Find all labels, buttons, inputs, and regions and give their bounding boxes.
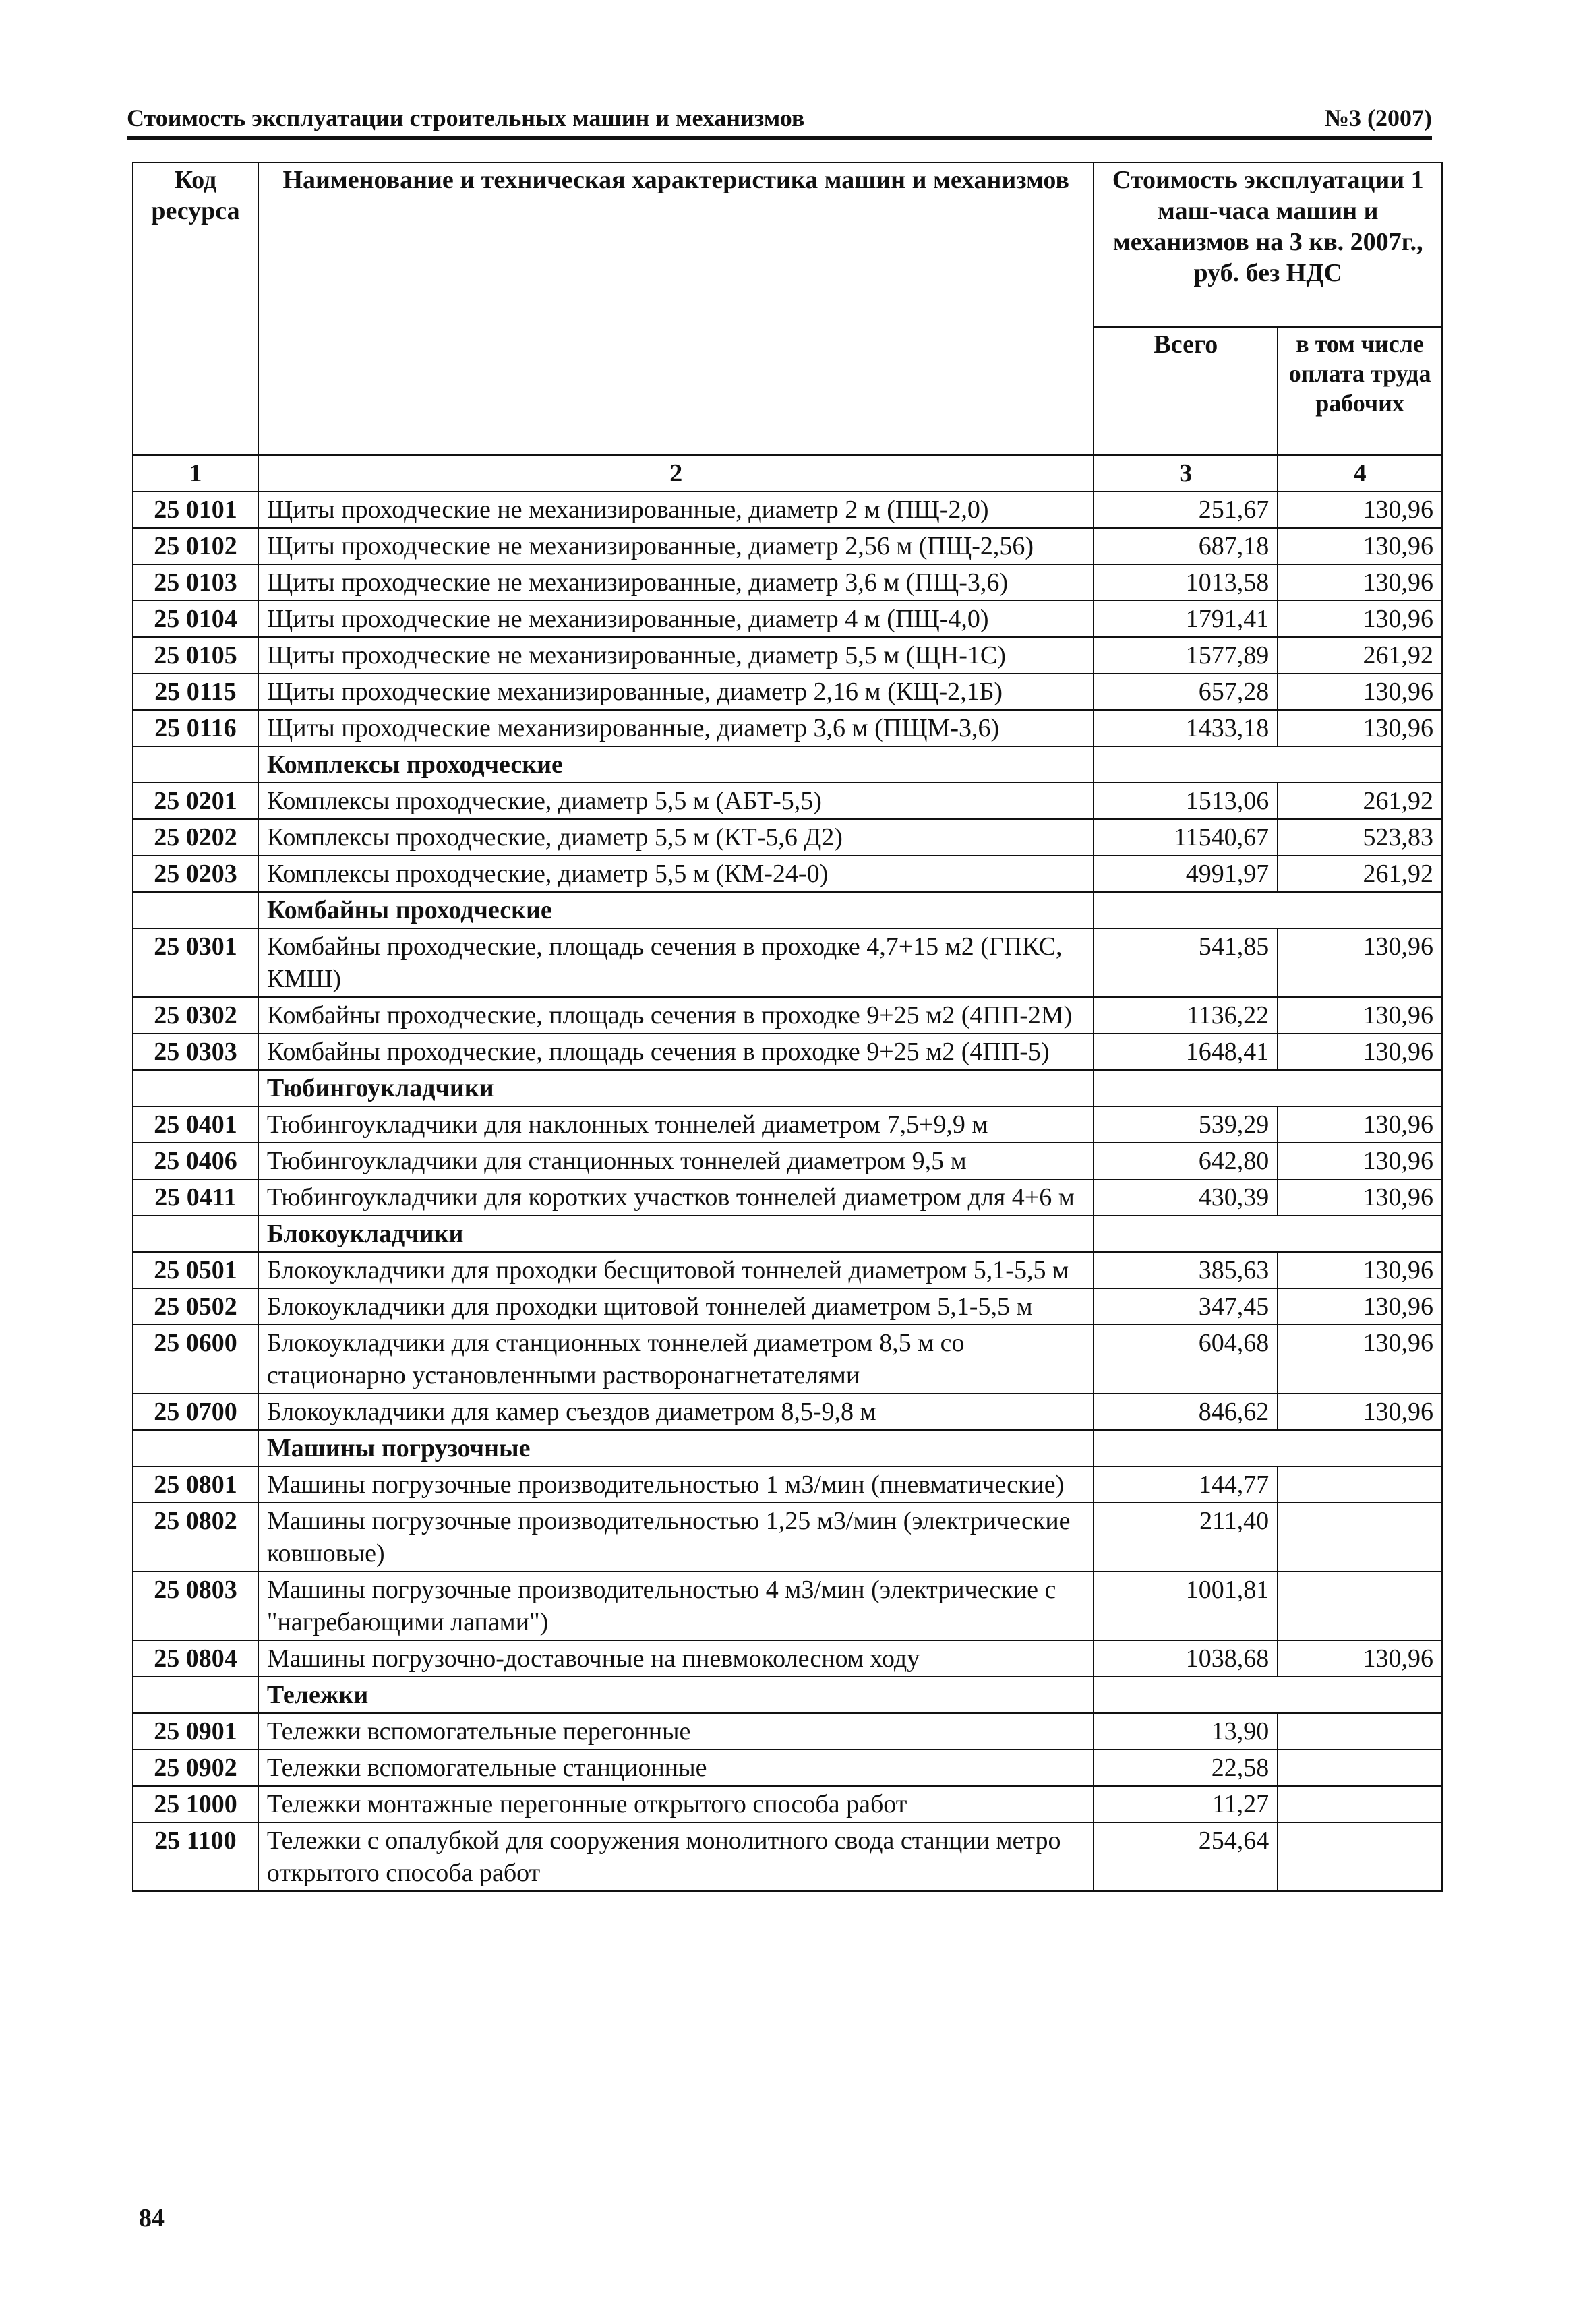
page-header bbox=[127, 94, 1432, 140]
resource-code: 25 0700 bbox=[133, 1394, 258, 1430]
cost-labor: 130,96 bbox=[1278, 674, 1442, 710]
cost-labor: 130,96 bbox=[1278, 1640, 1442, 1677]
resource-code: 25 0102 bbox=[133, 528, 258, 564]
section-title: Комплексы проходческие bbox=[258, 746, 1094, 783]
cost-labor: 261,92 bbox=[1278, 856, 1442, 892]
header-total: Всего bbox=[1094, 327, 1278, 455]
cost-labor: 130,96 bbox=[1278, 528, 1442, 564]
table-row bbox=[133, 1640, 1442, 1677]
cost-total: 144,77 bbox=[1094, 1466, 1278, 1503]
resource-code: 25 0902 bbox=[133, 1750, 258, 1786]
cost-total: 642,80 bbox=[1094, 1143, 1278, 1179]
section-code-cell bbox=[133, 1677, 258, 1713]
table-row bbox=[133, 1786, 1442, 1822]
issue-number: №3 (2007) bbox=[1324, 105, 1432, 131]
section-title: Машины погрузочные bbox=[258, 1430, 1094, 1466]
col-number: 4 bbox=[1278, 455, 1442, 491]
header-cost: Стоимость эксплуатации 1 маш-часа машин и механизмов на 3 кв. 2007г., руб. без НДС bbox=[1094, 162, 1442, 327]
table-row bbox=[133, 1106, 1442, 1143]
cost-total: 541,85 bbox=[1094, 928, 1278, 997]
cost-total: 251,67 bbox=[1094, 491, 1278, 528]
cost-total: 254,64 bbox=[1094, 1822, 1278, 1891]
section-row bbox=[133, 1216, 1442, 1252]
table-row bbox=[133, 637, 1442, 674]
table-row bbox=[133, 1822, 1442, 1891]
resource-code: 25 0201 bbox=[133, 783, 258, 819]
cost-total: 539,29 bbox=[1094, 1106, 1278, 1143]
cost-labor bbox=[1278, 1822, 1442, 1891]
cost-labor: 261,92 bbox=[1278, 783, 1442, 819]
resource-code: 25 0406 bbox=[133, 1143, 258, 1179]
resource-name: Комбайны проходческие, площадь сечения в проходке 9+25 м2 (4ПП-2М) bbox=[258, 997, 1094, 1034]
resource-code: 25 0801 bbox=[133, 1466, 258, 1503]
cost-total: 13,90 bbox=[1094, 1713, 1278, 1750]
section-empty-cell bbox=[1094, 1677, 1442, 1713]
cost-total: 1648,41 bbox=[1094, 1034, 1278, 1070]
resource-name: Машины погрузочно-доставочные на пневмоколесном ходу bbox=[258, 1640, 1094, 1677]
cost-total: 1513,06 bbox=[1094, 783, 1278, 819]
resource-code: 25 0104 bbox=[133, 601, 258, 637]
col-number: 3 bbox=[1094, 455, 1278, 491]
table-row bbox=[133, 856, 1442, 892]
resource-code: 25 0203 bbox=[133, 856, 258, 892]
cost-labor: 130,96 bbox=[1278, 1143, 1442, 1179]
section-empty-cell bbox=[1094, 1216, 1442, 1252]
section-empty-cell bbox=[1094, 1070, 1442, 1106]
cost-total: 1013,58 bbox=[1094, 564, 1278, 601]
resource-code: 25 0901 bbox=[133, 1713, 258, 1750]
resource-name: Комплексы проходческие, диаметр 5,5 м (КТ-5,6 Д2) bbox=[258, 819, 1094, 856]
cost-labor bbox=[1278, 1786, 1442, 1822]
resource-name: Тюбингоукладчики для коротких участков тоннелей диаметром для 4+6 м bbox=[258, 1179, 1094, 1216]
section-row bbox=[133, 1430, 1442, 1466]
resource-code: 25 0501 bbox=[133, 1252, 258, 1288]
resource-code: 25 0105 bbox=[133, 637, 258, 674]
cost-labor: 130,96 bbox=[1278, 1288, 1442, 1325]
section-row bbox=[133, 1677, 1442, 1713]
resource-code: 25 0301 bbox=[133, 928, 258, 997]
resource-code: 25 1000 bbox=[133, 1786, 258, 1822]
resource-name: Блокоукладчики для станционных тоннелей диаметром 8,5 м со стационарно установленными растворонагнетателями bbox=[258, 1325, 1094, 1394]
table-row bbox=[133, 710, 1442, 746]
table-row bbox=[133, 1750, 1442, 1786]
page-number: 84 bbox=[139, 2204, 165, 2232]
resource-name: Тележки вспомогательные станционные bbox=[258, 1750, 1094, 1786]
resource-name: Тележки вспомогательные перегонные bbox=[258, 1713, 1094, 1750]
section-title: Тележки bbox=[258, 1677, 1094, 1713]
section-empty-cell bbox=[1094, 892, 1442, 928]
header-name: Наименование и техническая характеристика машин и механизмов bbox=[258, 162, 1094, 455]
table-row bbox=[133, 1288, 1442, 1325]
table-row bbox=[133, 564, 1442, 601]
section-code-cell bbox=[133, 892, 258, 928]
section-code-cell bbox=[133, 1430, 258, 1466]
cost-labor: 130,96 bbox=[1278, 601, 1442, 637]
cost-labor: 523,83 bbox=[1278, 819, 1442, 856]
section-title: Тюбингоукладчики bbox=[258, 1070, 1094, 1106]
resource-name: Тележки монтажные перегонные открытого способа работ bbox=[258, 1786, 1094, 1822]
table-row bbox=[133, 1252, 1442, 1288]
section-title: Блокоукладчики bbox=[258, 1216, 1094, 1252]
resource-code: 25 0802 bbox=[133, 1503, 258, 1572]
cost-labor: 130,96 bbox=[1278, 1252, 1442, 1288]
resource-name: Комплексы проходческие, диаметр 5,5 м (КМ-24-0) bbox=[258, 856, 1094, 892]
cost-labor bbox=[1278, 1503, 1442, 1572]
cost-labor: 130,96 bbox=[1278, 1394, 1442, 1430]
cost-labor bbox=[1278, 1750, 1442, 1786]
column-numbers-row bbox=[133, 455, 1442, 491]
cost-total: 657,28 bbox=[1094, 674, 1278, 710]
cost-labor: 130,96 bbox=[1278, 1325, 1442, 1394]
section-code-cell bbox=[133, 1070, 258, 1106]
resource-name: Машины погрузочные производительностью 1 м3/мин (пневматические) bbox=[258, 1466, 1094, 1503]
cost-labor bbox=[1278, 1466, 1442, 1503]
cost-total: 347,45 bbox=[1094, 1288, 1278, 1325]
resource-name: Щиты проходческие не механизированные, диаметр 3,6 м (ПЩ-3,6) bbox=[258, 564, 1094, 601]
cost-total: 385,63 bbox=[1094, 1252, 1278, 1288]
table-row bbox=[133, 1572, 1442, 1640]
resource-name: Блокоукладчики для проходки щитовой тоннелей диаметром 5,1-5,5 м bbox=[258, 1288, 1094, 1325]
resource-name: Блокоукладчики для проходки бесщитовой тоннелей диаметром 5,1-5,5 м bbox=[258, 1252, 1094, 1288]
cost-total: 604,68 bbox=[1094, 1325, 1278, 1394]
col-number: 1 bbox=[133, 455, 258, 491]
section-title: Комбайны проходческие bbox=[258, 892, 1094, 928]
section-row bbox=[133, 892, 1442, 928]
cost-labor: 130,96 bbox=[1278, 710, 1442, 746]
section-empty-cell bbox=[1094, 1430, 1442, 1466]
cost-total: 22,58 bbox=[1094, 1750, 1278, 1786]
header-labor: в том числе оплата труда рабочих bbox=[1278, 327, 1442, 455]
section-row bbox=[133, 1070, 1442, 1106]
table-row bbox=[133, 1394, 1442, 1430]
table-row bbox=[133, 1143, 1442, 1179]
resource-name: Тюбингоукладчики для наклонных тоннелей диаметром 7,5+9,9 м bbox=[258, 1106, 1094, 1143]
cost-labor bbox=[1278, 1713, 1442, 1750]
resource-code: 25 0302 bbox=[133, 997, 258, 1034]
resource-name: Машины погрузочные производительностью 4 м3/мин (электрические с "нагребающими лапами") bbox=[258, 1572, 1094, 1640]
table-row bbox=[133, 928, 1442, 997]
cost-labor: 130,96 bbox=[1278, 997, 1442, 1034]
cost-total: 211,40 bbox=[1094, 1503, 1278, 1572]
cost-total: 1433,18 bbox=[1094, 710, 1278, 746]
resource-code: 25 0401 bbox=[133, 1106, 258, 1143]
header-code: Код ресурса bbox=[133, 162, 258, 455]
resource-code: 25 0101 bbox=[133, 491, 258, 528]
resource-name: Тюбингоукладчики для станционных тоннелей диаметром 9,5 м bbox=[258, 1143, 1094, 1179]
resource-name: Щиты проходческие не механизированные, диаметр 2,56 м (ПЩ-2,56) bbox=[258, 528, 1094, 564]
resource-name: Щиты проходческие не механизированные, диаметр 2 м (ПЩ-2,0) bbox=[258, 491, 1094, 528]
resource-code: 25 0803 bbox=[133, 1572, 258, 1640]
cost-labor: 130,96 bbox=[1278, 1179, 1442, 1216]
table-row bbox=[133, 997, 1442, 1034]
cost-total: 1136,22 bbox=[1094, 997, 1278, 1034]
resource-name: Щиты проходческие не механизированные, диаметр 5,5 м (ЩН-1С) bbox=[258, 637, 1094, 674]
table-row bbox=[133, 528, 1442, 564]
resource-code: 25 0411 bbox=[133, 1179, 258, 1216]
document-title: Стоимость эксплуатации строительных машин и механизмов bbox=[127, 105, 805, 131]
resource-name: Щиты проходческие не механизированные, диаметр 4 м (ПЩ-4,0) bbox=[258, 601, 1094, 637]
cost-total: 4991,97 bbox=[1094, 856, 1278, 892]
table-row bbox=[133, 674, 1442, 710]
table-row bbox=[133, 1466, 1442, 1503]
resource-name: Комбайны проходческие, площадь сечения в проходке 4,7+15 м2 (ГПКС, КМШ) bbox=[258, 928, 1094, 997]
resource-name: Блокоукладчики для камер съездов диаметром 8,5-9,8 м bbox=[258, 1394, 1094, 1430]
resource-name: Щиты проходческие механизированные, диаметр 3,6 м (ПЩМ-3,6) bbox=[258, 710, 1094, 746]
cost-labor: 130,96 bbox=[1278, 491, 1442, 528]
table-row bbox=[133, 783, 1442, 819]
cost-total: 430,39 bbox=[1094, 1179, 1278, 1216]
cost-table bbox=[132, 162, 1443, 1892]
resource-code: 25 0600 bbox=[133, 1325, 258, 1394]
cost-labor: 130,96 bbox=[1278, 1106, 1442, 1143]
resource-name: Машины погрузочные производительностью 1,25 м3/мин (электрические ковшовые) bbox=[258, 1503, 1094, 1572]
table-row bbox=[133, 1713, 1442, 1750]
table-row bbox=[133, 1179, 1442, 1216]
section-row bbox=[133, 746, 1442, 783]
cost-total: 846,62 bbox=[1094, 1394, 1278, 1430]
table-row bbox=[133, 819, 1442, 856]
resource-code: 25 0202 bbox=[133, 819, 258, 856]
resource-code: 25 0116 bbox=[133, 710, 258, 746]
resource-code: 25 0103 bbox=[133, 564, 258, 601]
resource-code: 25 0303 bbox=[133, 1034, 258, 1070]
resource-code: 25 0804 bbox=[133, 1640, 258, 1677]
cost-total: 1001,81 bbox=[1094, 1572, 1278, 1640]
resource-code: 25 0502 bbox=[133, 1288, 258, 1325]
col-number: 2 bbox=[258, 455, 1094, 491]
resource-name: Комплексы проходческие, диаметр 5,5 м (АБТ-5,5) bbox=[258, 783, 1094, 819]
table-row bbox=[133, 491, 1442, 528]
cost-total: 1577,89 bbox=[1094, 637, 1278, 674]
table-row bbox=[133, 601, 1442, 637]
cost-total: 11,27 bbox=[1094, 1786, 1278, 1822]
table-row bbox=[133, 1325, 1442, 1394]
table-row bbox=[133, 1503, 1442, 1572]
table-body bbox=[133, 491, 1442, 1891]
cost-labor: 261,92 bbox=[1278, 637, 1442, 674]
cost-total: 687,18 bbox=[1094, 528, 1278, 564]
cost-total: 1038,68 bbox=[1094, 1640, 1278, 1677]
cost-total: 1791,41 bbox=[1094, 601, 1278, 637]
section-empty-cell bbox=[1094, 746, 1442, 783]
resource-name: Щиты проходческие механизированные, диаметр 2,16 м (КЩ-2,1Б) bbox=[258, 674, 1094, 710]
cost-labor bbox=[1278, 1572, 1442, 1640]
resource-name: Тележки с опалубкой для сооружения монолитного свода станции метро открытого способа работ bbox=[258, 1822, 1094, 1891]
table-row bbox=[133, 1034, 1442, 1070]
section-code-cell bbox=[133, 1216, 258, 1252]
cost-labor: 130,96 bbox=[1278, 928, 1442, 997]
section-code-cell bbox=[133, 746, 258, 783]
resource-code: 25 0115 bbox=[133, 674, 258, 710]
resource-name: Комбайны проходческие, площадь сечения в проходке 9+25 м2 (4ПП-5) bbox=[258, 1034, 1094, 1070]
cost-total: 11540,67 bbox=[1094, 819, 1278, 856]
cost-labor: 130,96 bbox=[1278, 564, 1442, 601]
cost-labor: 130,96 bbox=[1278, 1034, 1442, 1070]
resource-code: 25 1100 bbox=[133, 1822, 258, 1891]
